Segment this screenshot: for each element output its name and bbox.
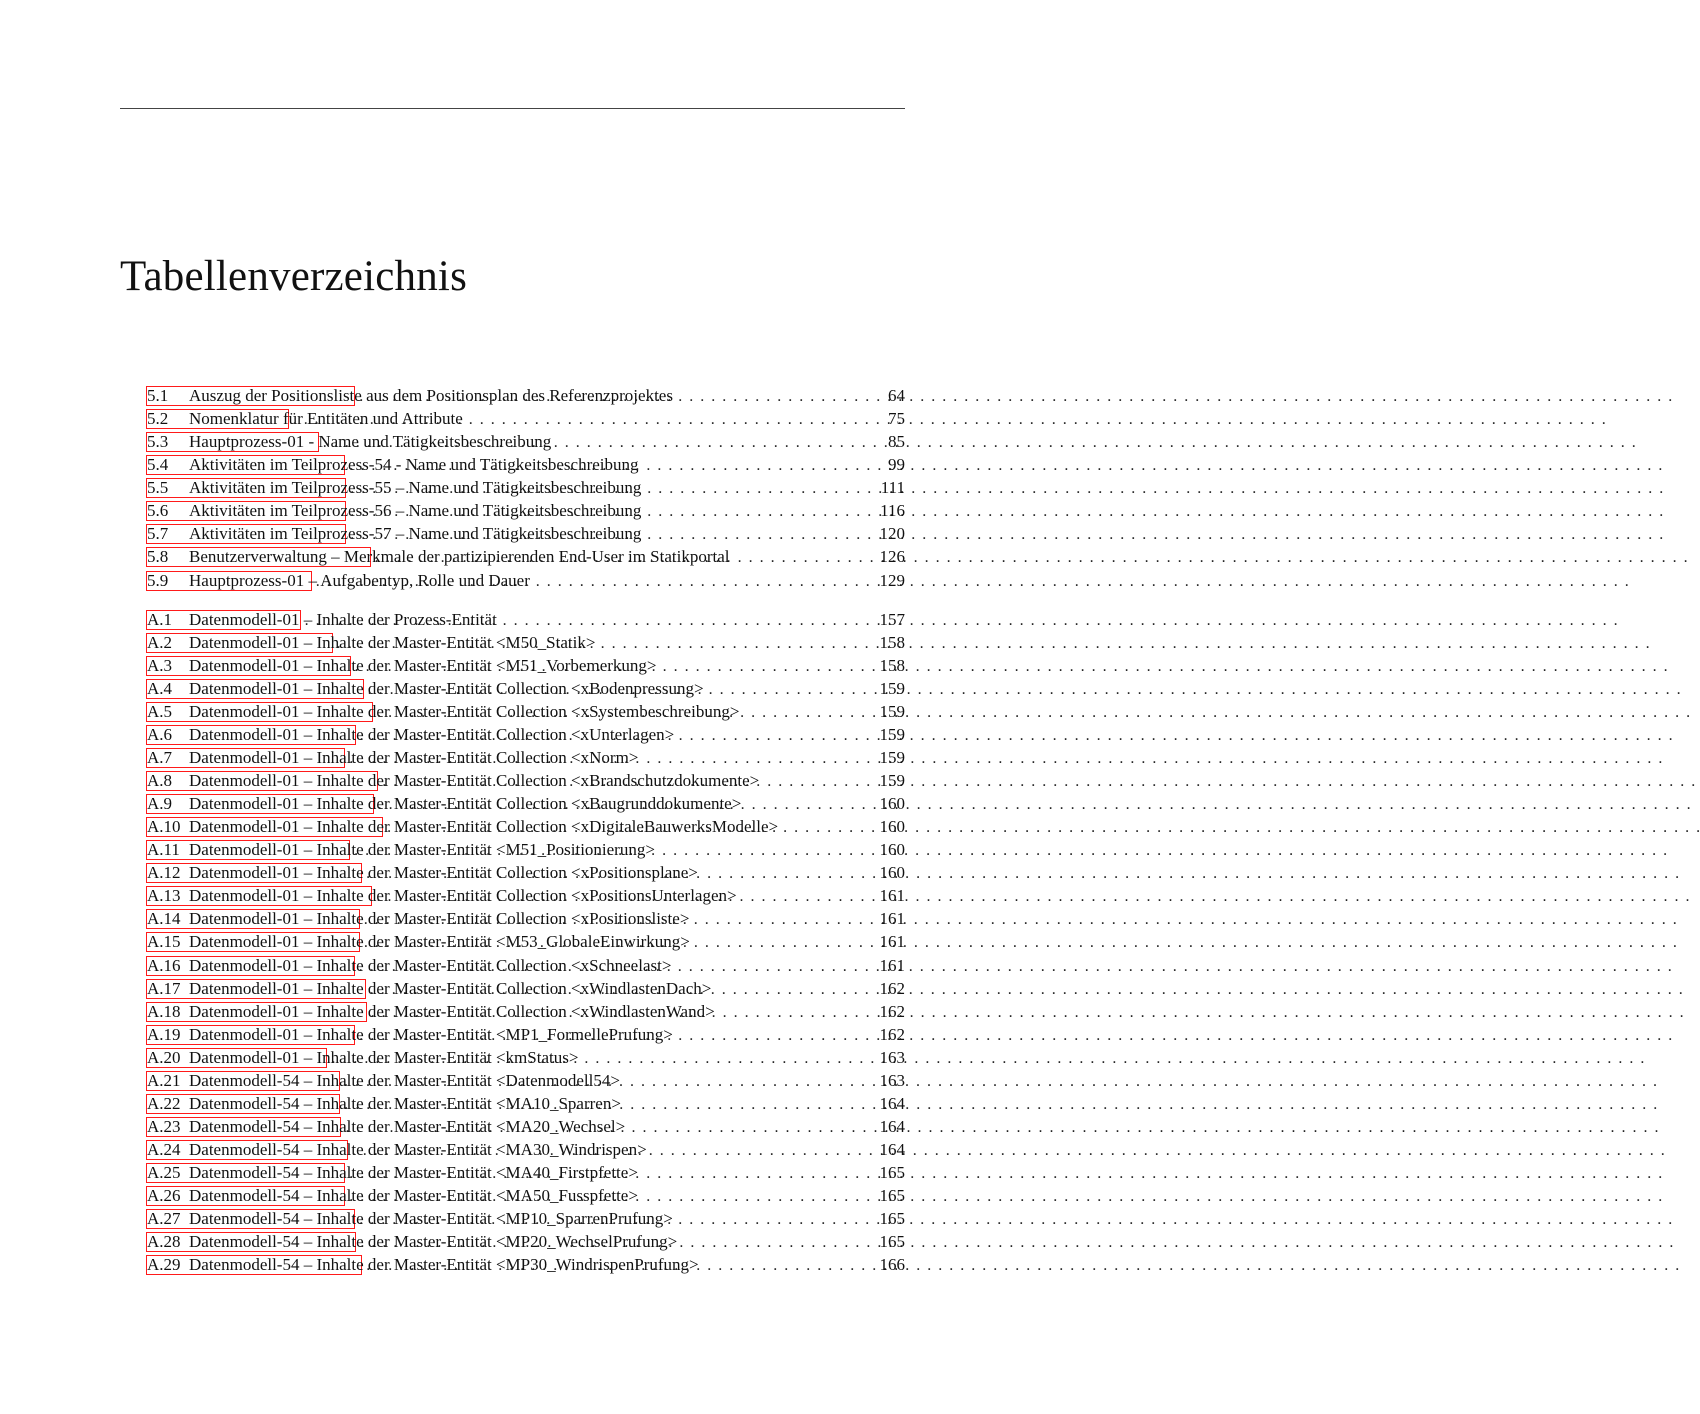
toc-entry-link[interactable] — [146, 1232, 678, 1252]
toc-entry[interactable] — [146, 907, 905, 930]
toc-entry-title: Datenmodell-01 – Inhalte der Master-Entität <M50_Statik> — [189, 632, 596, 652]
toc-entry-number: A.11 — [147, 840, 180, 860]
dot-leader — [344, 1093, 874, 1116]
page-title: Tabellenverzeichnis — [120, 253, 468, 300]
toc-entry-title: Datenmodell-01 – Inhalte der Master-Entität Collection <xBodenpressung> — [189, 678, 704, 698]
dot-leader — [376, 885, 874, 908]
toc-entry-page-number[interactable]: 159 — [879, 747, 905, 767]
toc-entry[interactable] — [146, 430, 905, 453]
dot-leader — [359, 1208, 874, 1231]
toc-entry[interactable] — [146, 476, 905, 499]
toc-entry-number: A.16 — [147, 955, 181, 975]
toc-entry-page-number[interactable]: 158 — [879, 632, 905, 652]
toc-entry-link[interactable] — [146, 1140, 647, 1160]
toc-entry[interactable] — [146, 815, 905, 838]
toc-entry-link[interactable] — [146, 978, 712, 999]
toc-entry-title: Datenmodell-01 – Inhalte der Master-Entität <M51_Positionierung> — [189, 840, 655, 860]
toc-entry-number: A.20 — [147, 1047, 181, 1067]
dot-leader — [350, 477, 874, 500]
toc-entry-link[interactable] — [146, 455, 639, 475]
dot-leader — [349, 1162, 874, 1185]
toc-entry-page-number[interactable]: 85 — [888, 432, 905, 452]
toc-entry[interactable] — [146, 792, 905, 815]
toc-entry-page-number[interactable]: 158 — [879, 655, 905, 675]
toc-entry-title: Datenmodell-54 – Inhalte der Master-Entität <MA20_Wechsel> — [189, 1116, 626, 1136]
toc-entry-number: A.23 — [147, 1116, 181, 1136]
toc-entry-number: A.12 — [147, 863, 181, 883]
dot-leader — [350, 500, 874, 523]
toc-entry-page-number[interactable]: 159 — [879, 678, 905, 698]
toc-entry-page-number[interactable]: 165 — [879, 1186, 905, 1206]
toc-entry[interactable] — [146, 1184, 905, 1207]
toc-entry-link[interactable] — [146, 701, 740, 722]
toc-entry-title: Datenmodell-01 – Inhalte der Master-Entität Collection <xDigitaleBauwerksModelle> — [189, 817, 779, 837]
toc-entry-number: A.26 — [147, 1186, 181, 1206]
toc-entry-title: Datenmodell-54 – Inhalte der Master-Entität <MA40_Firstpfette> — [189, 1163, 638, 1183]
toc-entry-link[interactable] — [146, 609, 497, 630]
toc-entry-page-number[interactable]: 161 — [879, 932, 905, 952]
toc-entry-link[interactable] — [146, 570, 530, 591]
toc-entry[interactable] — [146, 1023, 905, 1046]
toc-entry-page-number[interactable]: 160 — [879, 840, 905, 860]
toc-entry-link[interactable] — [146, 863, 698, 883]
toc-entry[interactable] — [146, 1230, 905, 1253]
toc-entry[interactable] — [146, 677, 905, 700]
toc-entry-page-number[interactable]: 165 — [879, 1163, 905, 1183]
dot-leader — [345, 1116, 874, 1139]
toc-entry[interactable] — [146, 384, 905, 407]
dot-leader — [354, 839, 874, 862]
toc-entry-number: 5.2 — [147, 409, 169, 429]
toc-entry[interactable] — [146, 1253, 905, 1276]
toc-entry[interactable] — [146, 453, 905, 476]
toc-entry-page-number[interactable]: 164 — [879, 1140, 905, 1159]
toc-entry[interactable] — [146, 700, 905, 723]
toc-entry-page-number[interactable]: 159 — [879, 701, 905, 721]
dot-leader — [364, 908, 874, 931]
toc-group-appendix-a — [146, 608, 905, 1277]
toc-entry-page-number[interactable]: 162 — [879, 1001, 905, 1021]
toc-entry[interactable] — [146, 954, 905, 977]
dot-leader — [370, 978, 874, 1001]
toc-entry-page-number[interactable]: 111 — [880, 478, 905, 498]
dot-leader — [331, 1047, 874, 1070]
toc-entry-number: A.25 — [147, 1163, 181, 1183]
dot-leader — [359, 955, 874, 978]
toc-entry-title: Datenmodell-54 – Inhalte der Master-Entität <MP20_WechselPrufung> — [189, 1232, 678, 1252]
toc-entry-link[interactable] — [146, 932, 690, 952]
toc-entry-number: A.1 — [147, 609, 173, 629]
toc-entry-link[interactable] — [146, 1024, 673, 1045]
toc-entry-title: Datenmodell-01 – Inhalte der Master-Entität <M53_GlobaleEinwirkung> — [189, 932, 690, 952]
toc-entry-number: 5.4 — [147, 455, 169, 475]
toc-entry-number: A.14 — [147, 909, 181, 929]
toc-entry-page-number[interactable]: 157 — [879, 609, 905, 629]
toc-entry-title: Datenmodell-01 – Inhalte der Master-Entität Collection <xSchneelast> — [189, 955, 672, 975]
toc-entry-number: A.22 — [147, 1093, 181, 1113]
toc-entry-page-number[interactable]: 99 — [888, 455, 905, 475]
toc-entry-title: Datenmodell-01 – Inhalte der Master-Entität Collection <xPositionsliste> — [189, 909, 690, 929]
toc-entry-number: A.5 — [147, 701, 173, 721]
toc-entry[interactable] — [146, 1000, 905, 1023]
dot-leader — [375, 546, 874, 569]
toc-entry-page-number[interactable]: 120 — [879, 524, 905, 544]
toc-entry-number: A.21 — [147, 1070, 181, 1090]
toc-entry[interactable] — [146, 861, 905, 884]
toc-entry-number: 5.7 — [147, 524, 169, 544]
toc-entry-number: A.8 — [147, 771, 173, 790]
toc-entry-number: 5.1 — [147, 386, 169, 405]
toc-entry-page-number[interactable]: 129 — [879, 570, 905, 590]
toc-entry-title: Datenmodell-54 – Inhalte der Master-Entität <Datenmodell54> — [189, 1070, 620, 1090]
toc-entry[interactable] — [146, 1092, 905, 1115]
dot-leader — [349, 747, 874, 770]
toc-entry-page-number[interactable]: 161 — [879, 886, 905, 906]
toc-entry-link[interactable] — [146, 1001, 715, 1022]
toc-entry-title: Datenmodell-01 – Inhalte der Master-Entität Collection <xNorm> — [189, 747, 639, 767]
dot-leader — [364, 931, 874, 954]
toc-entry-title: Datenmodell-54 – Inhalte der Master-Entität <MA30_Windrispen> — [189, 1140, 647, 1159]
dot-leader — [352, 1139, 874, 1162]
dot-leader — [368, 678, 874, 701]
dot-leader — [378, 793, 874, 816]
toc-entry-link[interactable] — [146, 840, 655, 860]
dot-leader — [316, 570, 874, 593]
toc-entry-number: 5.3 — [147, 432, 169, 452]
toc-entry-page-number[interactable]: 64 — [887, 386, 905, 405]
dot-leader — [371, 1001, 874, 1024]
toc-entry-title: Datenmodell-54 – Inhalte der Master-Entität <MA50_Fusspfette> — [189, 1186, 638, 1206]
toc-entry-page-number[interactable]: 160 — [879, 863, 905, 883]
toc-entry-number: A.28 — [147, 1232, 181, 1252]
toc-entry-page-number[interactable]: 159 — [879, 771, 905, 790]
dot-leader — [377, 701, 874, 724]
toc-entry-page-number[interactable]: 159 — [879, 724, 905, 744]
toc-entry-page-number[interactable]: 165 — [879, 1232, 905, 1252]
toc-entry[interactable] — [146, 1138, 905, 1161]
toc-group-chapter-5 — [146, 384, 905, 592]
toc-entry-link[interactable] — [146, 501, 642, 521]
toc-entry[interactable] — [146, 608, 905, 631]
toc-entry-number: 5.9 — [147, 570, 169, 590]
dot-leader — [360, 724, 874, 747]
toc-entry-link[interactable] — [146, 909, 690, 929]
toc-entry-page-number[interactable]: 163 — [879, 1047, 905, 1067]
toc-entry-title: Datenmodell-54 – Inhalte der Master-Entität <MA10_Sparren> — [189, 1093, 621, 1113]
toc-entry-title: Aktivitäten im Teilprozess-56 – Name und Tätigkeitsbeschreibung — [189, 501, 642, 521]
toc-entry-title: Datenmodell-01 – Inhalte der Master-Entität <kmStatus> — [189, 1047, 579, 1067]
toc-entry-page-number[interactable]: 165 — [879, 1209, 905, 1229]
toc-entry-title: Datenmodell-54 – Inhalte der Master-Entität <MP10_SparrenPrufung> — [189, 1209, 673, 1229]
dot-leader — [360, 1231, 874, 1254]
toc-entry-title: Datenmodell-01 – Inhalte der Master-Entität Collection <xWindlastenDach> — [189, 978, 712, 998]
toc-entry-title: Auszug der Positionsliste aus dem Positionsplan des Referenzprojektes — [189, 386, 673, 405]
dot-leader — [366, 862, 874, 885]
toc-entry-link[interactable] — [146, 478, 642, 498]
toc-entry-link[interactable] — [146, 432, 552, 452]
toc-entry-number: A.7 — [147, 747, 173, 767]
toc-entry-link[interactable] — [146, 524, 642, 544]
toc-entry-page-number[interactable]: 163 — [879, 1070, 905, 1090]
toc-entry-number: A.17 — [147, 978, 181, 998]
toc-entry-title: Aktivitäten im Teilprozess-54 - Name und Tätigkeitsbeschreibung — [189, 455, 639, 475]
dot-leader — [323, 431, 874, 454]
toc-entry-page-number[interactable]: 162 — [879, 1024, 905, 1044]
toc-entry[interactable] — [146, 1069, 905, 1092]
toc-entry[interactable] — [146, 1115, 905, 1138]
toc-entry-title: Benutzerverwaltung – Merkmale der partizipierenden End-User im Statikportal — [189, 547, 730, 567]
toc-entry-number: A.9 — [147, 794, 173, 814]
toc-entry[interactable] — [146, 930, 905, 953]
header-rule — [120, 108, 905, 109]
dot-leader — [366, 1254, 874, 1277]
toc-entry-title: Datenmodell-01 – Inhalte der Prozess-Entität — [189, 609, 497, 629]
toc-entry-number: 5.8 — [147, 547, 169, 567]
toc-entry-number: A.19 — [147, 1024, 181, 1044]
dot-leader — [293, 408, 874, 431]
toc-entry-page-number[interactable]: 166 — [879, 1255, 905, 1275]
toc-entry-page-number[interactable]: 126 — [879, 547, 905, 567]
toc-entry-number: A.3 — [147, 655, 173, 675]
toc-entry[interactable] — [146, 1207, 905, 1230]
dot-leader — [359, 1024, 874, 1047]
toc-entry-title: Datenmodell-01 – Inhalte der Master-Entität <MP1_FormellePrufung> — [189, 1024, 673, 1044]
toc-entry[interactable] — [146, 838, 905, 861]
toc-entry-page-number[interactable]: 160 — [879, 794, 905, 814]
toc-entry-page-number[interactable]: 164 — [879, 1116, 905, 1136]
toc-entry-link[interactable] — [146, 1163, 638, 1183]
toc-entry-page-number[interactable]: 75 — [888, 409, 905, 429]
toc-entry-title: Datenmodell-54 – Inhalte der Master-Entität <MP30_WindrispenPrufung> — [189, 1255, 699, 1275]
toc-entry[interactable] — [146, 407, 905, 430]
dot-leader — [305, 609, 874, 632]
toc-entry-title: Hauptprozess-01 - Name und Tätigkeitsbeschreibung — [189, 432, 552, 452]
toc-entry-link[interactable] — [146, 747, 639, 768]
toc-entry-title: Aktivitäten im Teilprozess-57 – Name und Tätigkeitsbeschreibung — [189, 524, 642, 544]
toc-entry[interactable] — [146, 884, 905, 907]
toc-entry-title: Nomenklatur für Entitäten und Attribute — [189, 409, 463, 429]
toc-entry-page-number[interactable]: 161 — [879, 909, 905, 929]
toc-entry-number: A.29 — [147, 1255, 181, 1275]
toc-entry-title: Datenmodell-01 – Inhalte der Master-Entität Collection <xPositionsplane> — [189, 863, 698, 883]
toc-entry[interactable] — [146, 631, 905, 654]
toc-entry-number: A.6 — [147, 724, 173, 744]
toc-entry-link[interactable] — [146, 547, 730, 567]
toc-entry-title: Datenmodell-01 – Inhalte der Master-Entität Collection <xBaugrunddokumente> — [189, 794, 742, 814]
toc-entry[interactable] — [146, 569, 905, 592]
toc-entry-title: Datenmodell-01 – Inhalte der Master-Entität Collection <xBrandschutzdokumente> — [189, 771, 760, 790]
toc-entry-number: A.18 — [147, 1001, 181, 1021]
toc-entry-link[interactable] — [146, 409, 463, 429]
toc-entry-page-number[interactable]: 164 — [879, 1093, 905, 1113]
dot-leader — [349, 454, 874, 477]
dot-leader — [355, 655, 874, 678]
dot-leader — [349, 1185, 874, 1208]
toc-entry[interactable] — [146, 522, 905, 545]
toc-entry-link[interactable] — [146, 794, 742, 814]
dot-leader — [387, 816, 874, 839]
toc-entry-link[interactable] — [146, 632, 596, 653]
dot-leader — [344, 1070, 874, 1093]
toc-entry-number: A.2 — [147, 632, 173, 652]
toc-entry-link[interactable] — [146, 1093, 621, 1114]
toc-entry-page-number[interactable]: 162 — [879, 978, 905, 998]
toc-entry-title: Datenmodell-01 – Inhalte der Master-Entität <M51_Vorbemerkung> — [189, 655, 657, 675]
toc-entry-link[interactable] — [146, 1209, 673, 1229]
toc-entry-number: 5.6 — [147, 501, 169, 521]
dot-leader — [337, 632, 874, 655]
toc-entry-page-number[interactable]: 160 — [879, 817, 905, 837]
toc-entry-title: Aktivitäten im Teilprozess-55 – Name und Tätigkeitsbeschreibung — [189, 478, 642, 498]
toc-entry-number: A.13 — [147, 886, 181, 906]
toc-entry-link[interactable] — [146, 1047, 579, 1068]
dot-leader — [359, 385, 874, 408]
toc-entry-page-number[interactable]: 161 — [879, 955, 905, 975]
toc-entry-title: Datenmodell-01 – Inhalte der Master-Entität Collection <xUnterlagen> — [189, 724, 675, 744]
toc-entry-title: Datenmodell-01 – Inhalte der Master-Entität Collection <xPositionsUnterlagen> — [189, 886, 737, 906]
dot-leader — [350, 523, 874, 546]
toc-entry[interactable] — [146, 654, 905, 677]
toc-entry-link[interactable] — [146, 678, 704, 699]
toc-entry-link[interactable] — [146, 386, 673, 406]
toc-entry-number: A.10 — [147, 817, 181, 837]
toc-entry-link[interactable] — [146, 886, 737, 906]
toc-entry-title: Datenmodell-01 – Inhalte der Master-Entität Collection <xSystembeschreibung> — [189, 701, 740, 721]
toc-entry-link[interactable] — [146, 817, 779, 837]
toc-entry[interactable] — [146, 723, 905, 746]
toc-entry-link[interactable] — [146, 724, 675, 745]
toc-entry[interactable] — [146, 769, 905, 792]
toc-entry[interactable] — [146, 499, 905, 522]
toc-entry-link[interactable] — [146, 655, 657, 676]
toc-entry-number: 5.5 — [147, 478, 169, 498]
toc-entry-number: A.4 — [147, 678, 173, 698]
toc-entry-link[interactable] — [146, 1070, 620, 1091]
toc-entry-number: A.24 — [147, 1140, 181, 1159]
toc-entry-link[interactable] — [146, 955, 672, 976]
toc-entry-link[interactable] — [146, 771, 760, 791]
toc-entry-number: A.15 — [147, 932, 181, 952]
toc-entry[interactable] — [146, 1161, 905, 1184]
toc-entry-link[interactable] — [146, 1116, 626, 1137]
toc-entry-title: Hauptprozess-01 – Aufgabentyp, Rolle und Dauer — [189, 570, 530, 590]
toc-entry-number: A.27 — [147, 1209, 181, 1229]
toc-entry-link[interactable] — [146, 1186, 638, 1206]
toc-entry-title: Datenmodell-01 – Inhalte der Master-Entität Collection <xWindlastenWand> — [189, 1001, 715, 1021]
list-of-tables — [146, 384, 905, 1276]
toc-entry-page-number[interactable]: 116 — [880, 501, 905, 521]
toc-entry[interactable] — [146, 977, 905, 1000]
toc-entry-link[interactable] — [146, 1255, 699, 1275]
toc-entry[interactable] — [146, 545, 905, 568]
toc-entry[interactable] — [146, 1046, 905, 1069]
toc-entry[interactable] — [146, 746, 905, 769]
dot-leader — [382, 770, 874, 793]
